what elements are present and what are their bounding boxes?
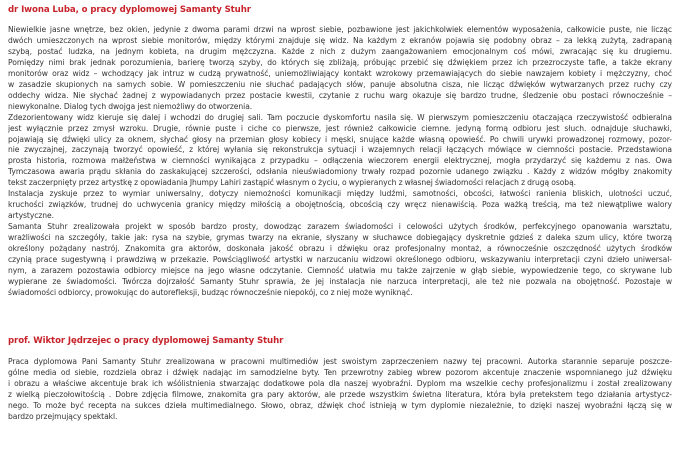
text-line: Tymczasowa awaria prądu skłania do zaskakującej szczerości, odsłania nieuświadomiony trwały rozpad pozornie udanego związku . Każdy z widzów mógłby znakomity <box>8 167 672 177</box>
text-line: oddechy widza. Nie słychać żadnej z wypowiadanych przez postacie kwestii, czytanie z ruchu warg okazuje się bardzo trudne, śledzenie obu postaci równocześnie – <box>8 90 672 100</box>
text-line: czynią prace sugestywną i prawdziwą w przekazie. Powściągliwość artystki w narzucaniu widzowi określonego odbioru, wskazywaniu interpretacji czyni dzieło uniwersal- <box>8 255 672 265</box>
text-line: określony pożądany nastrój. Znakomita gra aktorów, doskonała jakość obrazu i dźwięku oraz profesjonalny montaż, a równocześnie oszczędność użytych środków <box>8 244 672 254</box>
text-line: wrażliwości na szczegóły, takie jak: rysa na szybie, grymas twarzy na ekranie, słyszany w słuchawce dobiegający dyskretnie gdzieś z daleka szum ulicy, które tworzą <box>8 233 672 243</box>
text-line: niewykonalne. Dialog tych dwojga jest niemożliwy do otworzenia. <box>8 101 253 111</box>
text-line: i obrazu a właściwe akcentuje brak ich wśólistnienia stwarzając dodatkowe pola dla naszej wyobraźni. Dyplom ma wszelkie cechy profesjonalizmu i został zrealizowany <box>8 378 672 388</box>
text-line: artystyczne. <box>8 211 55 221</box>
text-line: w zasadzie skupionych na samych sobie. W pomieszczeniu nie słuchać padających słów, panuje absolutna cisza, nie licząc dźwięków wytwarzanych przez ruchy czy <box>8 79 672 89</box>
text-line: monitorów oraz widz – wchodzący jak intruz w cudzą prywatność, uniemożliwiający kontakt wzrokowy przemawiających do siebie nawzajem kobiety i mężczyzny, choć <box>8 68 672 78</box>
text-line: nego. To może być recepta na sukces dzieła multimedialnego. Słowo, obraz, dźwięk choć istnieją w tym dyplomie niezależnie, to dzięki naszej wyobraźni łączą się w <box>8 400 672 410</box>
text-line: świadomości odbiorcy, prowokując do autorefleksji, budząc równocześnie niepokój, co z niej może wyniknąć. <box>8 287 413 297</box>
section-heading-jedrzejec: prof. Wiktor Jędrzejec o pracy dyplomowej Samanty Stuhr <box>8 336 284 346</box>
text-line: tekst zaczerpnięty przez artystkę z opowiadania Jhumpy Lahiri zastąpić własnym o życiu, o wypieranych z własnej świadomości relacjach z drugą osobą. <box>8 178 577 188</box>
text-line: jest wyłącznie przez zmysł wzroku. Drugie, równie puste i ciche co pierwsze, jest również całkowicie ciemne. jedyną formą odbioru jest słuch. odnajduje słuchawki, <box>8 123 672 133</box>
text-line: z wielką pieczołowitością . Dobre zdjęcia filmowe, znakomita gra pary aktorów, ale przede wszystkim świetna literatura, która była pretekstem tego działania artystycz- <box>8 389 672 399</box>
text-line: bardzo przejmujący spektakl. <box>8 411 118 421</box>
text-line: wypierane ze świadomości. Twórcza dojrzałość Samanty Stuhr sprawia, że jej instalacja nie narzuca interpretacji, ale też nie pozwala na obojętność. Pozostaje w <box>8 276 672 286</box>
text-line: nym, a zarazem pozostawia odbiorcy miejsce na jego własne odczytanie. Ciemność ułatwia mu także zajrzenie w głąb siebie, wypowiedzenie tego, co skrywane lub <box>8 265 672 275</box>
text-line: Samanta Stuhr zrealizowała projekt w sposób bardzo prosty, dowodząc zarazem świadomości i celowości użytych środków, perfekcyjnego opanowania warsztatu, <box>8 222 672 232</box>
text-line: nie zwyczajnej, zaczynają tworzyć opowieść, z której wyłania się rekonstrukcja sytuacji i wzajemnych relacji łączących mówiące w ciemności postacie. Przedstawiona <box>8 145 672 155</box>
section-heading-luba: dr Iwona Luba, o pracy dyplomowej Samanty Stuhr <box>8 5 251 15</box>
text-line: szybą, postać ludzka, na jednym kobieta, na drugim mężczyzna. Każde z nich z dużym zaangażowaniem emocjonalnym coś mówi, zwracając się ku drugiemu. <box>8 46 672 56</box>
text-line: prosta historia, rozmowa małżeństwa w ciemności wynikająca z przypadku – odłączenia wieczorem energii elektrycznej, mogła przydarzyć się każdemu z nas. Owa <box>8 156 672 166</box>
text-line: kruchości związków, trudnej do uchwycenia granicy między miłością a obojętnością, obcością czy wręcz nienawiścią. Poza ważką treścią, ma też niewątpliwe walory <box>8 200 672 210</box>
review-body-luba <box>8 25 672 299</box>
text-line: Praca dyplomowa Pani Samanty Stuhr zrealizowana w pracowni multimediów jest swoistym zaprzeczeniem nazwy tej pracowni. Autorka starannie separuje poszcze- <box>8 357 672 366</box>
text-line: pojawiają się dźwięki ulicy za oknem, słychać głosy na przemian głosy kobiecy i męski, snujące każde własną opowieść. Po chwili urywki prowadzonej rozmowy, pozor- <box>8 134 672 144</box>
review-body-jedrzejec <box>8 357 672 423</box>
text-line: gólne media od siebie, rozdziela obraz i dźwięk nadając im samodzielne byty. Ten przewrotny zabieg wbrew pozorom akcentuje znaczenie wspomnianego już dźwięku <box>8 367 672 377</box>
text-line: Niewielkie jasne wnętrze, bez okien, jedynie z dwoma parami drzwi na wprost siebie, pozbawione jest jakichkolwiek elementów wyposażenia, całkowicie puste, nie licząc <box>8 25 672 34</box>
text-line: Instalacja zyskuje przez to wymiar uniwersalny, dotyczy niemożności komunikacji między ludźmi, samotności, obcości, łatwości ranienia bliskich, ulotności uczuć, <box>8 189 672 199</box>
text-line: Zdezorientowany widz kieruje się dalej i wchodzi do drugiej sali. Tam poczucie dyskomfortu nasila się. W pierwszym pomieszczeniu otaczająca rzeczywistość odbieralna <box>8 112 672 122</box>
text-line: dwóch umieszczonych na wprost siebie monitorów, między którymi znajduje się widz. Na każdym z ekranów pojawia się podobny obraz – za lekką zużytą, zadrapaną <box>8 35 672 45</box>
text-line: Pomiędzy nimi brak jednak porozumienia, barierę tworzą szyby, do których się zbliżają, próbując przebić się dźwiękiem przez ich przezroczyste tafle, a także ekrany <box>8 57 672 67</box>
